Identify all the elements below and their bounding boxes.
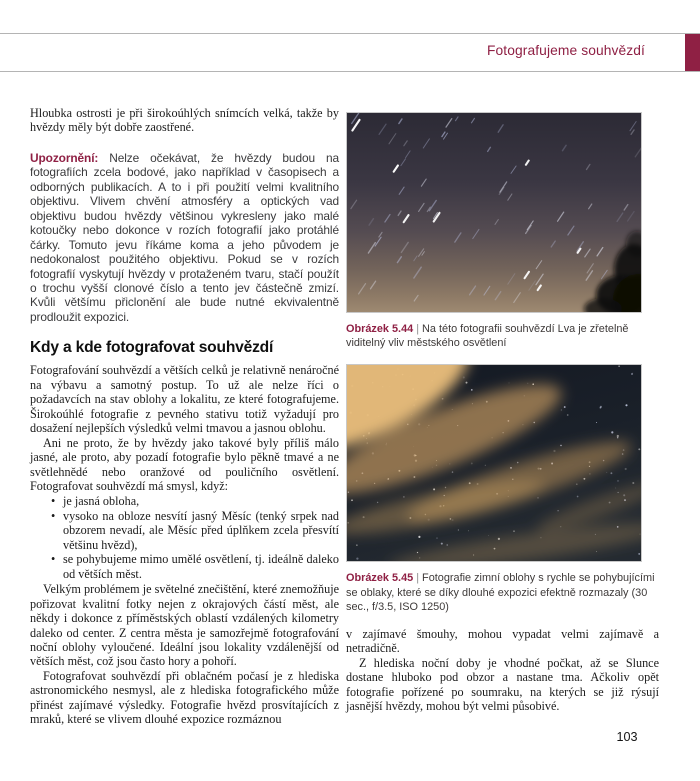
intro-paragraph: Hloubka ostrosti je při širokoúhlých snímcích velká, takže by hvězdy měly být dobře zaostřené.: [30, 106, 339, 135]
caption-divider: |: [416, 323, 420, 335]
figure-5-45: [346, 364, 659, 614]
figure-5-44: [346, 112, 659, 350]
body-paragraph: Velkým problémem je světelné znečištění, které znemožňuje pořizovat kvalitní fotky nejen z okrajových částí měst, ale někdy i dokonce z příměstských oblastí vzdálených kilometry daleko od center. Z centra města je samozřejmě fotografování noční oblohy vyloučené. Ideální jsou lokality vzdálenější od větších měst, což jsou často hory a pohoří.: [30, 582, 339, 669]
bullet-icon: •: [51, 552, 56, 567]
left-text-column: [30, 106, 339, 727]
section-heading: Kdy a kde fotografovat souhvězdí: [30, 339, 274, 357]
warning-text: Nelze očekávat, že hvězdy budou na fotografiích zcela bodové, jako například v časopisech a odborných publikacích. A to i při použití velmi kvalitního objektivu. Vlivem chvění atmosféry a optických vad objektivu budou hvězdy většinou vykresleny jako malé kotoučky nebo dokonce v rozích fotografií jako protáhlé čárky. Tomuto jevu říkáme koma a jeho původem je nedokonalost použitého objektivu. Pokud se v rozích fotografií vyskytují hvězdy v protaženém tvaru, stačí použít o trochu vyšší clonové číslo a tento jev částečně zmizí. Kvůli většímu přiclonění ale bude nutné ekvivalentně prodloužit expozici.: [30, 150, 339, 324]
page-number: 103: [616, 730, 638, 744]
chapter-tab-marker: [685, 34, 700, 71]
figure-label: Obrázek 5.45: [346, 572, 414, 585]
conditions-bullet-list: [51, 494, 339, 581]
night-clouds-photo: [346, 364, 642, 562]
list-item: [51, 552, 339, 581]
warning-label: Upozornění:: [30, 150, 99, 165]
list-item: [51, 509, 339, 552]
header-bottom-rule: [0, 71, 700, 72]
bullet-icon: •: [51, 508, 56, 523]
caption-text: Fotografie zimní oblohy s rychle se pohybujícími se oblaky, které se díky dlouhé expozici efektně rozmazaly (30 sec., f/3.5, ISO 1250): [346, 572, 655, 613]
running-header-title: Fotografujeme souhvězdí: [487, 43, 645, 58]
body-paragraph: Fotografování souhvězdí a větších celků je relativně nenáročné na výbavu a samotný postup. To už ale nelze říci o požadavcích na stav oblohy a lokalitu, ze které fotografujeme. Širokoúhlé fotografie z pevného stativu totiž vyžadují pro dosažení nejlepších výsledků velmi tmavou a jasnou oblohu.: [30, 363, 339, 436]
figure-label: Obrázek 5.44: [346, 323, 414, 335]
body-paragraph: Z hlediska noční doby je vhodné počkat, až se Slunce dostane hluboko pod obzor a nastane tma. Ačkoliv opět fotografie pořízené po soumraku, na kterých se již rýsují jasnější hvězdy, mohou být velmi působivé.: [346, 655, 659, 714]
list-item: [51, 494, 339, 508]
star-trails-image: [347, 113, 641, 312]
list-item-text: je jasná obloha,: [63, 494, 140, 509]
continued-text: [346, 627, 659, 714]
body-paragraph: Ani ne proto, že by hvězdy jako takové byly příliš málo jasné, ale proto, aby pozadí fotografie bylo pěkně tmavé a ne světlehnědé nebo oranžové od pouličního osvětlení. Fotografovat souhvězdí má smysl, když:: [30, 435, 339, 493]
warning-paragraph: [30, 151, 339, 324]
figure-caption: [346, 322, 659, 350]
header-top-rule: [0, 33, 700, 34]
body-paragraph: v zajímavé šmouhy, mohou vypadat velmi zajímavě a netradičně.: [346, 627, 659, 656]
caption-text: Na této fotografii souhvězdí Lva je zřetelně viditelný vliv městského osvětlení: [346, 323, 629, 350]
list-item-text: se pohybujeme mimo umělé osvětlení, tj. ideálně daleko od větších měst.: [63, 552, 339, 581]
body-paragraph: Fotografovat souhvězdí při oblačném počasí je z hlediska astronomického nesmysl, ale z hlediska fotografického může přinést zajímavé výsledky. Fotografie hvězd prosvítajících z mraků, které se vlivem dlouhé expozice rozmáznou: [30, 668, 339, 727]
list-item-text: vysoko na obloze nesvítí jasný Měsíc (tenký srpek nad obzorem nevadí, ale Měsíc před úplňkem zcela přesvítí většinu hvězd),: [63, 508, 339, 552]
night-clouds-image: [347, 365, 641, 561]
star-trails-photo: [346, 112, 642, 313]
right-figure-column: [346, 106, 659, 714]
bullet-icon: •: [51, 494, 56, 509]
figure-caption: [346, 571, 659, 614]
caption-divider: |: [416, 572, 420, 585]
